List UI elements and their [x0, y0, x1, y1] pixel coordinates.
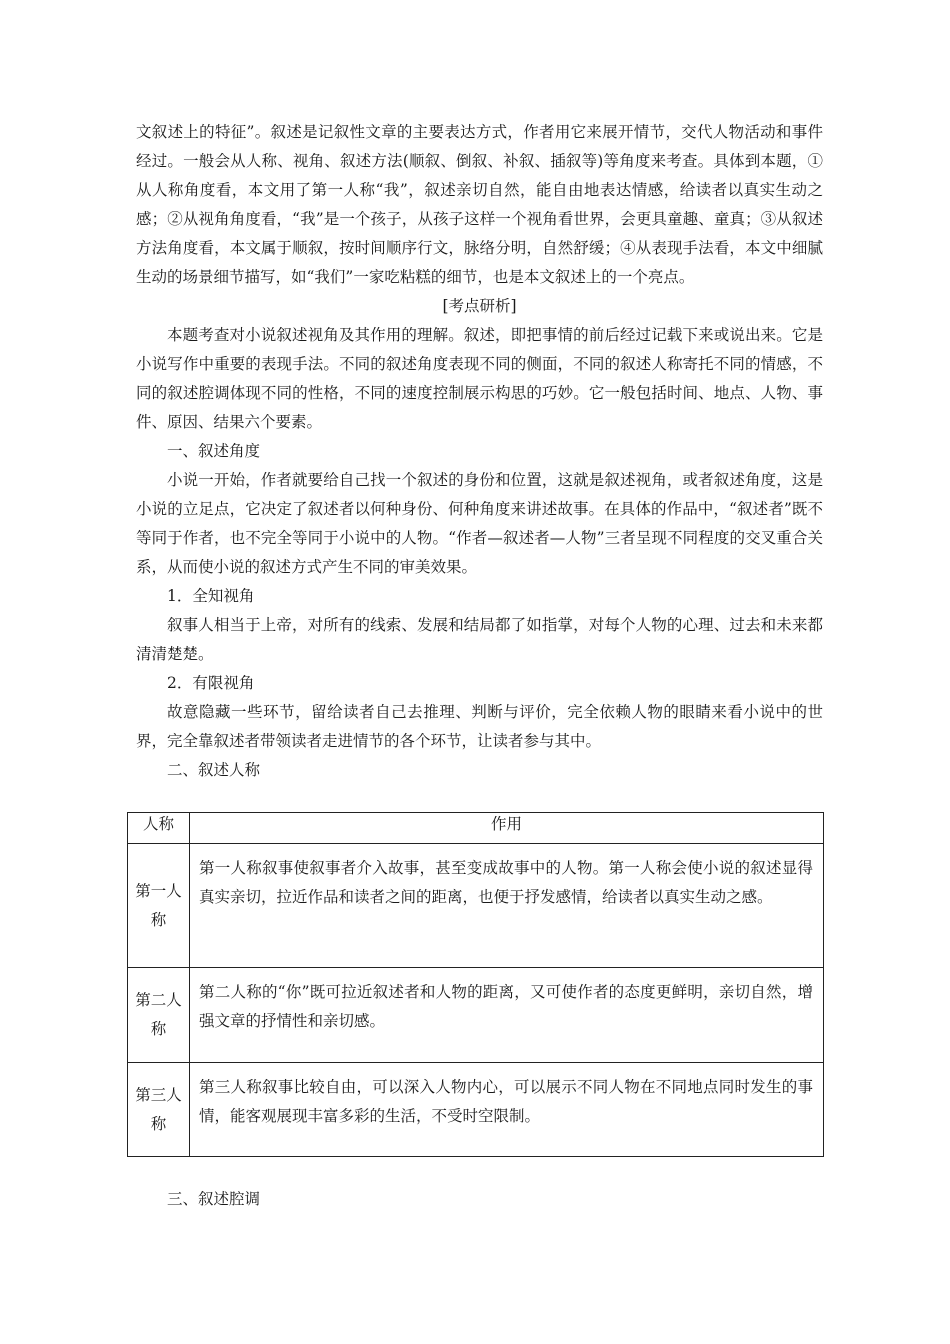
document-page [136, 118, 823, 1214]
limited-paragraph: 故意隐藏一些环节，留给读者自己去推理、判断与评价，完全依赖人物的眼睛来看小说中的世界，完全靠叙述者带领读者走进情节的各个环节，让读者参与其中。 [136, 703, 823, 750]
heading-narrative-tone: 三、叙述腔调 [167, 1190, 261, 1208]
row-label-third-person: 第三人称 [128, 1063, 190, 1157]
row-text-second-person: 第二人称的“你”既可拉近叙述者和人物的距离，又可使作者的态度更鲜明，亲切自然，增强文章的抒情性和亲切感。 [190, 968, 824, 1063]
narrative-person-table [127, 812, 824, 1157]
table-header-row [128, 813, 824, 844]
row-text-first-person: 第一人称叙事使叙事者介入故事，甚至变成故事中的人物。第一人称会使小说的叙述显得真实亲切，拉近作品和读者之间的距离，也便于抒发感情，给读者以真实生动之感。 [190, 844, 824, 968]
spacer [136, 785, 823, 812]
overview-paragraph: 本题考查对小说叙述视角及其作用的理解。叙述，即把事情的前后经过记载下来或说出来。它是小说写作中重要的表现手法。不同的叙述角度表现不同的侧面，不同的叙述人称寄托不同的情感，不同的叙述腔调体现不同的性格，不同的速度控制展示构思的巧妙。它一般包括时间、地点、人物、事件、原因、结果六个要素。 [136, 326, 823, 431]
section-title: [考点研析] [442, 297, 517, 315]
subheading-limited: 2．有限视角 [167, 674, 255, 692]
table-header-function: 作用 [190, 813, 824, 844]
table-row [128, 1063, 824, 1157]
row-label-second-person: 第二人称 [128, 968, 190, 1063]
heading-narrative-angle: 一、叙述角度 [167, 442, 261, 460]
row-text-third-person: 第三人称叙事比较自由，可以深入人物内心，可以展示不同人物在不同地点同时发生的事情，能客观展现丰富多彩的生活，不受时空限制。 [190, 1063, 824, 1157]
row-label-first-person: 第一人称 [128, 844, 190, 968]
angle-paragraph: 小说一开始，作者就要给自己找一个叙述的身份和位置，这就是叙述视角，或者叙述角度，这是小说的立足点，它决定了叙述者以何种身份、何种角度来讲述故事。在具体的作品中，“叙述者”既不等同于作者，也不完全等同于小说中的人物。“作者—叙述者—人物”三者呈现不同程度的交叉重合关系，从而使小说的叙述方式产生不同的审美效果。 [136, 471, 823, 576]
table-header-person: 人称 [128, 813, 190, 844]
omniscient-paragraph: 叙事人相当于上帝，对所有的线索、发展和结局都了如指掌，对每个人物的心理、过去和未来都清清楚楚。 [136, 616, 823, 663]
table-row [128, 844, 824, 968]
intro-paragraph: 文叙述上的特征”。叙述是记叙性文章的主要表达方式，作者用它来展开情节，交代人物活动和事件经过。一般会从人称、视角、叙述方法(顺叙、倒叙、补叙、插叙等)等角度来考查。具体到本题，①从人称角度看，本文用了第一人称“我”，叙述亲切自然，能自由地表达情感，给读者以真实生动之感；②从视角角度看，“我”是一个孩子，从孩子这样一个视角看世界，会更具童趣、童真；③从叙述方法角度看，本文属于顺叙，按时间顺序行文，脉络分明，自然舒缓；④从表现手法看，本文中细腻生动的场景细节描写，如“我们”一家吃粘糕的细节，也是本文叙述上的一个亮点。 [136, 123, 823, 286]
subheading-omniscient: 1．全知视角 [167, 587, 255, 605]
table-row [128, 968, 824, 1063]
heading-narrative-person: 二、叙述人称 [167, 761, 261, 779]
